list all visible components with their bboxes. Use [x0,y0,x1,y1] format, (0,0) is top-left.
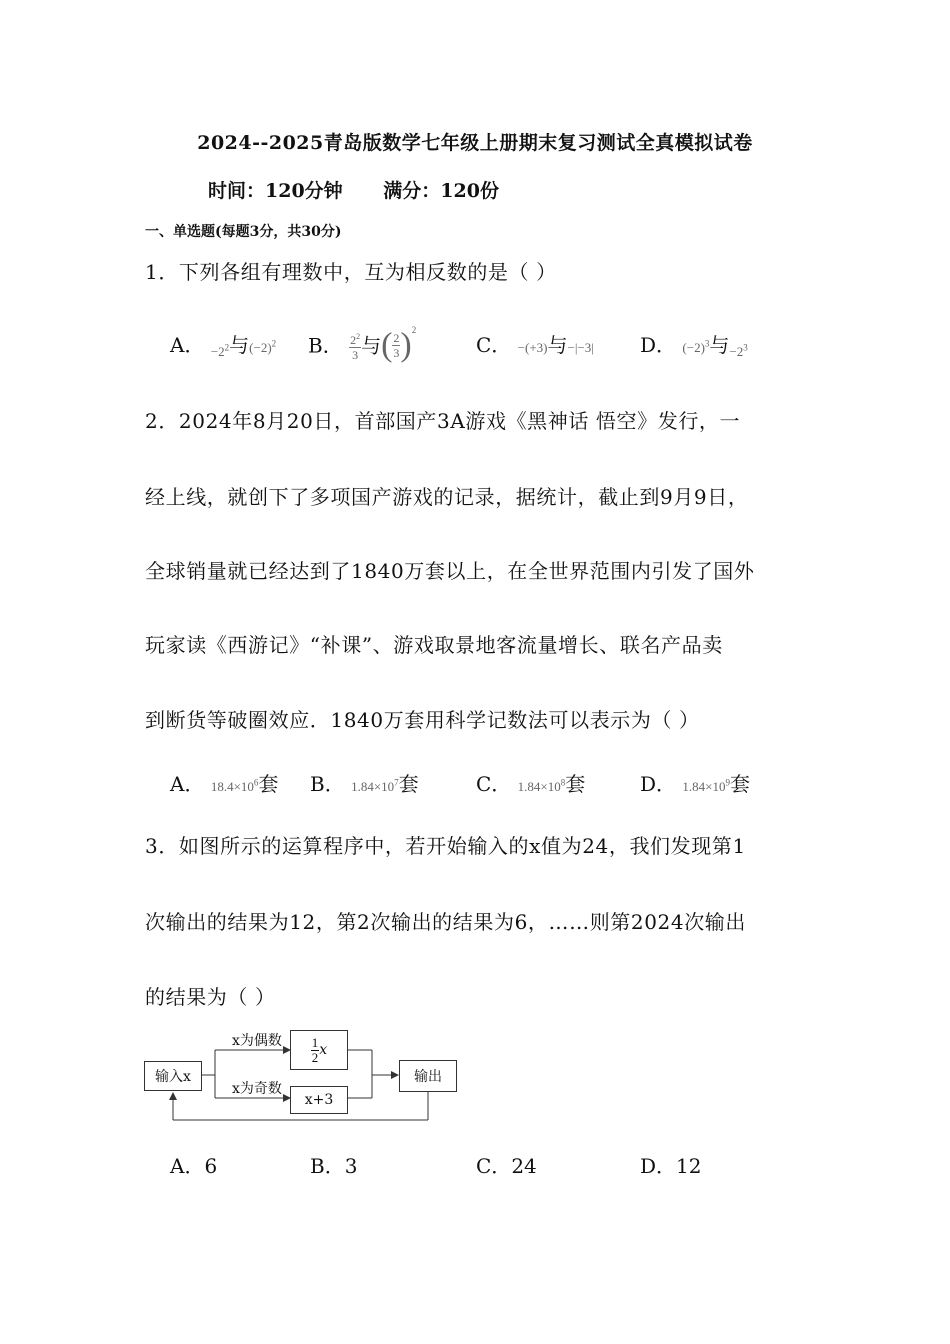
q2-line-3: 全球销量就已经达到了1840万套以上，在全世界范围内引发了国外 [145,559,755,583]
section-heading: 一、单选题(每题3分，共30分) [145,224,342,240]
option-letter: A． [170,1154,205,1178]
q3-line-2: 次输出的结果为12，第2次输出的结果为6，……则第2024次输出 [145,910,746,934]
q1-option-c[interactable]: C． −(+3)与−|−3| [476,333,594,357]
option-letter: C． [476,772,512,796]
flow-odd-label: x为奇数 [232,1081,282,1097]
option-letter: D． [640,772,677,796]
q3-line-3: 的结果为（ ） [145,985,276,1009]
q2-line-2: 经上线，就创下了多项国产游戏的记录，据统计，截止到9月9日， [145,485,749,509]
flow-output-box: 输出 [399,1060,457,1092]
option-letter: D． [640,1154,677,1178]
option-letter: B． [310,1154,345,1178]
q3-line-1: 3．如图所示的运算程序中，若开始输入的x值为24，我们发现第1 [145,834,746,858]
time-limit: 时间：120分钟 [208,180,343,202]
option-letter: C． [476,1154,512,1178]
q2-option-b[interactable]: B． $1.84\times 10^7$套 [310,772,419,796]
q3-option-b[interactable]: B．3 [310,1154,358,1178]
q3-option-a[interactable]: A．6 [170,1154,218,1178]
q2-option-a[interactable]: A． $18.4\times 10^6$套 [170,772,279,796]
flow-input-box: 输入x [144,1061,202,1091]
q1-stem: 1．下列各组有理数中，互为相反数的是（ ） [145,260,557,284]
q3-option-d[interactable]: D．12 [640,1154,702,1178]
option-letter: A． [170,333,205,357]
q1-option-d[interactable]: D． $(-2)^3$与$_{-2^3}$ [640,333,748,359]
q1-option-b[interactable]: B． $\frac{2^2}{3}$ 与( $\frac{2}{3}$ )$^2$ [308,325,417,364]
option-letter: D． [640,333,677,357]
q2-option-c[interactable]: C． $1.84\times 10^8$套 [476,772,586,796]
option-letter: B． [308,333,343,358]
flow-odd-op-box: x+3 [290,1086,348,1114]
q2-line-1: 2．2024年8月20日，首部国产3A游戏《黑神话 悟空》发行，一 [145,409,741,433]
option-letter: B． [310,772,345,796]
q2-line-4: 玩家读《西游记》“补课”、游戏取景地客流量增长、联名产品卖 [145,633,723,657]
option-letter: A． [170,772,205,796]
q1-option-a[interactable]: A． $_{-2^2}$与$(-2)^2$ [170,333,277,359]
option-letter: C． [476,333,512,357]
full-score: 满分：120份 [383,180,499,202]
exam-meta [208,176,533,203]
q2-option-d[interactable]: D． $1.84\times 10^9$套 [640,772,750,796]
flow-even-label: x为偶数 [232,1033,282,1049]
flow-even-op-box: $\frac{1}{2}$ x [290,1030,348,1070]
q2-line-5: 到断货等破圈效应．1840万套用科学记数法可以表示为（ ） [145,708,700,732]
exam-title: 2024--2025青岛版数学七年级上册期末复习测试全真模拟试卷 [197,132,753,154]
q3-option-c[interactable]: C．24 [476,1154,537,1178]
